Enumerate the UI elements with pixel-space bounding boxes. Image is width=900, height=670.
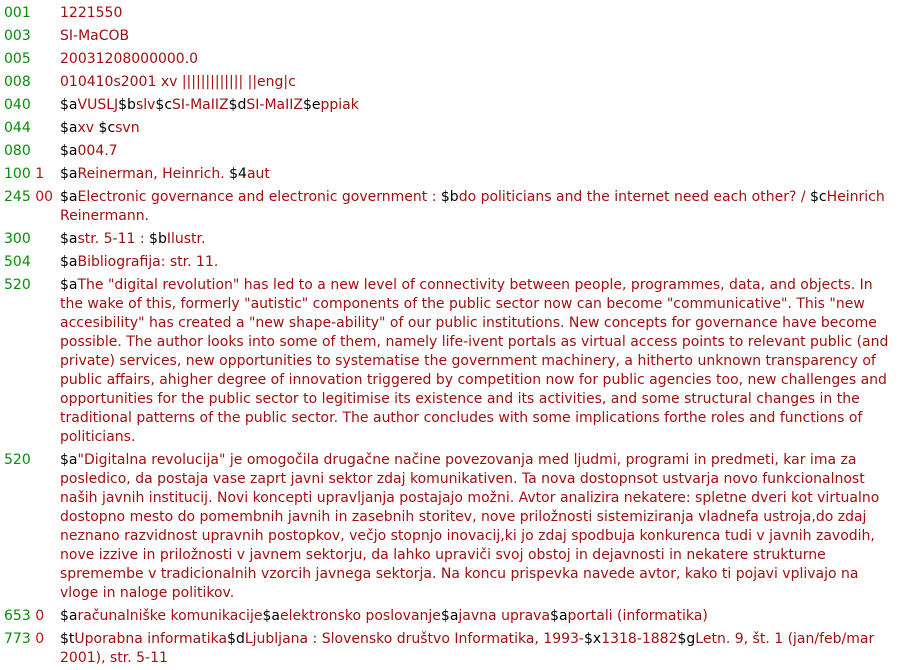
subfield-value: portali (informatika) [567,608,708,624]
subfield-value: 1221550 [60,5,123,21]
subfield-value: Heinrich Reinermann. [60,189,890,224]
subfield-value: VUSLJ [77,97,119,113]
marc-field-001 [0,4,900,23]
field-tag-cell [0,630,60,668]
subfield-value: 1318-1882 [601,631,678,647]
subfield-code: $a [60,97,78,113]
field-content [60,230,892,249]
subfield-code: $g [677,631,696,647]
field-tag-cell [0,50,60,69]
field-tag: 001 [4,5,31,21]
subfield-value: Letn. 9, št. 1 (jan/feb/mar 2001), str. 5-11 [60,631,879,666]
subfield-code: $a [60,254,78,270]
subfield-value: SI-MaCOB [60,28,130,44]
field-tag: 003 [4,28,31,44]
field-content [60,630,892,668]
subfield-value: 20031208000000.0 [60,51,199,67]
subfield-value: Ilustr. [166,231,206,247]
field-tag: 008 [4,74,31,90]
subfield-code: $c [155,97,173,113]
field-indicator: 0 [35,631,45,647]
field-tag-cell [0,188,60,226]
subfield-value: ppiak [320,97,359,113]
subfield-value: elektronsko poslovanje [279,608,441,624]
field-content [60,96,892,115]
field-tag: 520 [4,277,31,293]
field-tag: 300 [4,231,31,247]
subfield-code: $a [262,608,280,624]
field-content [60,165,892,184]
subfield-code: $a [60,608,78,624]
field-tag-cell [0,253,60,272]
subfield-code: $x [583,631,602,647]
field-tag: 773 [4,631,31,647]
field-tag-cell [0,73,60,92]
field-tag: 040 [4,97,31,113]
field-content [60,50,892,69]
field-tag-cell [0,142,60,161]
marc-field-008 [0,73,900,92]
field-tag-cell [0,4,60,23]
field-tag-cell [0,607,60,626]
field-content [60,451,892,603]
subfield-value: Bibliografija: str. 11. [77,254,219,270]
field-content [60,142,892,161]
field-tag-cell [0,165,60,184]
field-content [60,4,892,23]
field-content [60,607,892,626]
subfield-value: 004.7 [77,143,118,159]
field-tag: 653 [4,608,31,624]
marc-field-040 [0,96,900,115]
marc-field-520 [0,276,900,447]
subfield-code: $a [60,231,78,247]
field-content [60,188,892,226]
subfield-value: The "digital revolution" has led to a new level of connectivity between people, programmes, data, and objects. In the wake of this, formerly "autistic" components of the public sector now can become "communicative". This "new accesibility" has created a "new shape-ability" of our public institutions. New concepts for governance have become possible. The author looks into some of them, namely life-ivent portals as virtual access points to relevant public (and private) services, new opportunities to systematise the government machinery, a hitherto unknown transparency of public affairs, ahigher degree of innovation triggered by competition now for public agencies too, new challenges and opportunities for the public sector to legitimise its existence and its activities, and some structural changes in the traditional patterns of the public sector. The author concludes with some implications forthe roles and functions of politicians. [60,277,893,445]
subfield-value: str. 5-11 : [77,231,150,247]
field-tag: 245 [4,189,31,205]
subfield-value: Electronic governance and electronic government : [77,189,441,205]
subfield-code: $a [60,277,78,293]
subfield-value: Reinerman, Heinrich. [77,166,230,182]
subfield-code: $a [60,452,78,468]
field-tag-cell [0,276,60,447]
field-content [60,119,892,138]
subfield-code: $a [440,608,459,624]
field-tag: 100 [4,166,31,182]
subfield-code: $c [810,189,827,205]
subfield-value: do politicians and the internet need each other? / [458,189,810,205]
subfield-value: Uporabna informatika [74,631,228,647]
marc-field-044 [0,119,900,138]
subfield-code: $a [60,189,78,205]
field-tag: 044 [4,120,31,136]
subfield-code: $b [118,97,136,113]
field-indicator: 0 [35,608,45,624]
field-tag: 005 [4,51,31,67]
field-tag: 520 [4,452,31,468]
subfield-code: $a [60,120,78,136]
field-content [60,253,892,272]
field-indicator: 1 [35,166,45,182]
marc-field-003 [0,27,900,46]
subfield-value: xv [77,120,99,136]
subfield-value: računalniške komunikacije [77,608,263,624]
field-tag-cell [0,230,60,249]
marc-field-520 [0,451,900,603]
subfield-code: $4 [229,166,247,182]
field-content [60,27,892,46]
marc-field-773 [0,630,900,668]
marc-field-100 [0,165,900,184]
subfield-value: 010410s2001 xv ||||||||||||| ||eng|c [60,74,296,90]
subfield-code: $b [440,189,459,205]
subfield-code: $d [227,631,245,647]
subfield-code: $a [60,166,78,182]
subfield-code: $t [60,631,75,647]
field-tag: 504 [4,254,31,270]
subfield-code: $c [98,120,116,136]
marc-field-245 [0,188,900,226]
subfield-value: SI-MaIIZ [246,97,303,113]
subfield-value: javna uprava [458,608,551,624]
field-tag-cell [0,96,60,115]
subfield-code: $a [550,608,568,624]
subfield-value: Ljubljana : Slovensko društvo Informatika, 1993- [244,631,584,647]
subfield-value: SI-MaIIZ [172,97,229,113]
subfield-value: slv [135,97,156,113]
field-content [60,73,892,92]
field-content [60,276,892,447]
subfield-code: $d [228,97,247,113]
field-indicator: 00 [35,189,54,205]
subfield-code: $b [149,231,167,247]
subfield-code: $a [60,143,78,159]
marc-field-653 [0,607,900,626]
field-tag: 080 [4,143,31,159]
marc-field-080 [0,142,900,161]
subfield-value: svn [115,120,140,136]
field-tag-cell [0,451,60,603]
subfield-code: $e [302,97,321,113]
field-tag-cell [0,27,60,46]
marc-field-005 [0,50,900,69]
marc-field-300 [0,230,900,249]
subfield-value: "Digitalna revolucija" je omogočila drugačne načine povezovanja med ljudmi, programi in predmeti, kar ima za posledico, da postaja vase zaprt javni sektor zdaj komunikativen. Ta nova dostopnsot ustvarja novo funkcionalnost naših javnih institucij. Novi koncepti upravljanja postajajo možni. Avtor analizira nekatere: spletne dveri kot virtualno dostopno mesto do pomembnih javnih in zasebnih storitev, nove priložnosti sistemiziranja vladnefa ustroja,do zdaj neznano razvidnost upravnih postopkov, večjo stopnjo inovacij,ki jo zdaj spodbuja konkurenca tudi v javnih zavodih, nove izzive in priložnosti v javnem sektorju, da lahko upraviči svoj obstoj in dejavnosti in nekatere strukturne spremembe v tradicionalnih vzorcih javnega sektorja. Na koncu prispevka navede avtor, kako ti pojavi vplivajo na vloge in naloge politikov. [60,452,884,601]
subfield-value: aut [246,166,270,182]
field-tag-cell [0,119,60,138]
marc-field-504 [0,253,900,272]
